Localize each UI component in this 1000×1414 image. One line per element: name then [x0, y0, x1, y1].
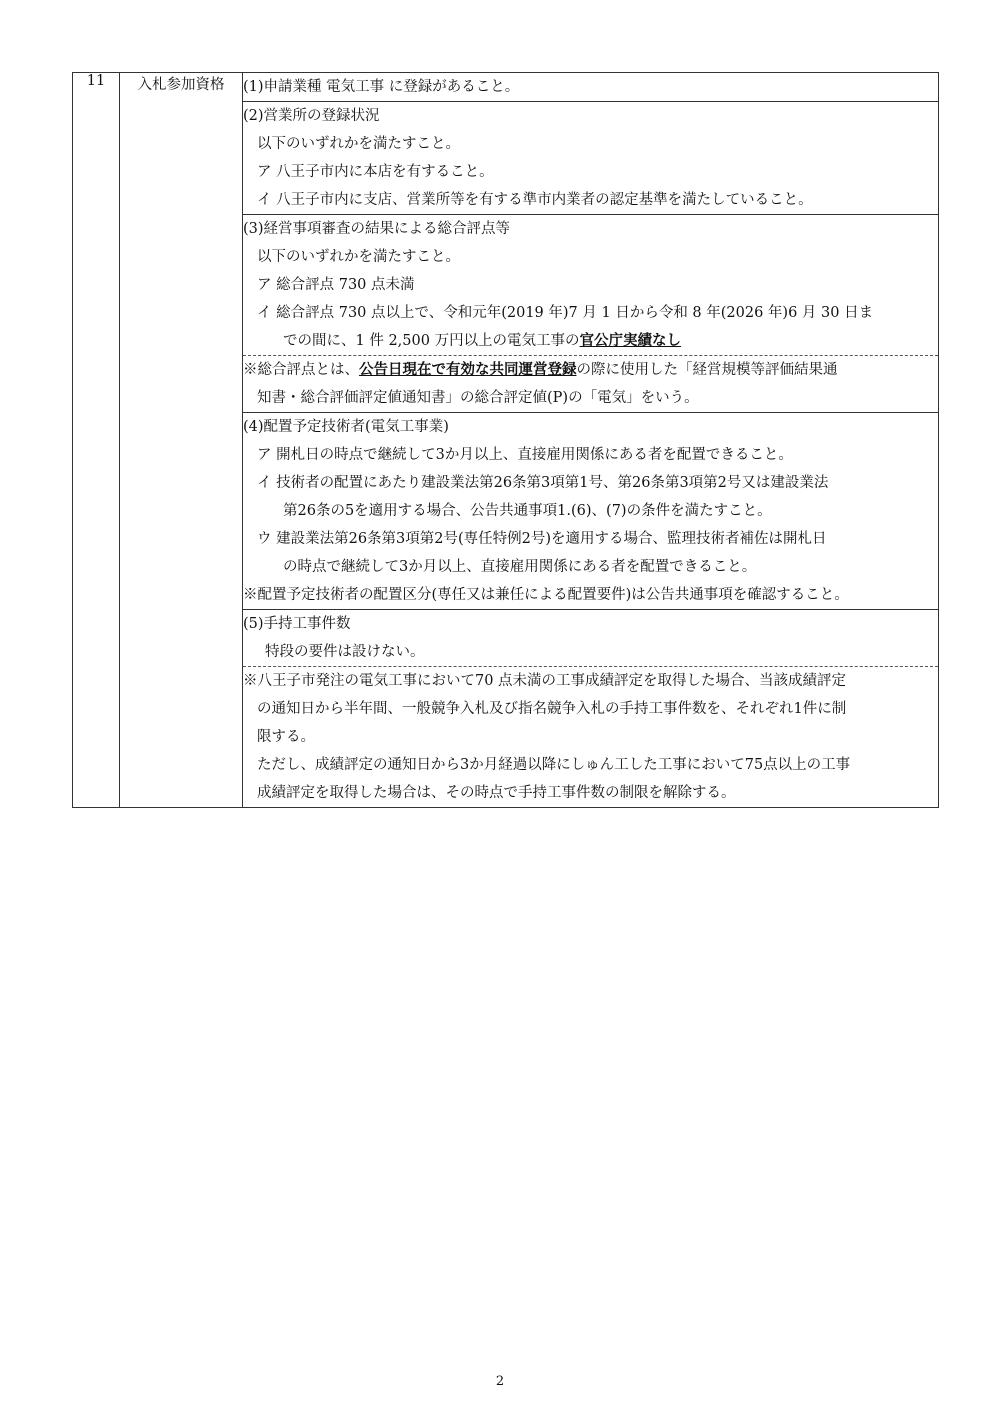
s4-item-i-line2: 第26条の5を適用する場合、公告共通事項1.(6)、(7)の条件を満たすこと。	[283, 503, 772, 519]
page-number: 2	[495, 1374, 505, 1389]
s3-title: (3)経営事項審査の結果による総合評点等	[243, 221, 511, 237]
note-2	[243, 667, 939, 808]
row-number: 11	[73, 73, 120, 808]
note2-line1: ※八王子市発注の電気工事において70 点未満の工事成績評定を取得した場合、当該成績評定	[243, 673, 847, 689]
s5-title: (5)手持工事件数	[243, 616, 351, 632]
row-label: 入札参加資格	[120, 73, 243, 808]
s5-body: 特段の要件は設けない。	[265, 644, 425, 660]
note1-emphasis: 公告日現在で有効な共同運営登録	[359, 362, 577, 378]
section-3	[243, 215, 939, 356]
section-1	[243, 73, 939, 102]
s2-intro: 以下のいずれかを満たすこと。	[257, 136, 460, 152]
note2-line5: 成績評定を取得した場合は、その時点で手持工事件数の制限を解除する。	[257, 785, 736, 801]
s3-item-i-line1: イ 総合評点 730 点以上で、令和元年(2019 年)7 月 1 日から令和 8 年(2026 年)6 月 30 日ま	[257, 305, 874, 321]
note1-pre: ※総合評点とは、	[243, 362, 359, 378]
section-4	[243, 413, 939, 610]
s3-item-i-line2-text: での間に、1 件 2,500 万円以上の電気工事の	[283, 333, 580, 349]
section-2	[243, 102, 939, 215]
s4-item-u-line1: ウ 建設業法第26条第3項第2号(専任特例2号)を適用する場合、監理技術者補佐は開札日	[257, 531, 827, 547]
s3-emphasis: 官公庁実績なし	[579, 333, 682, 349]
section-5	[243, 610, 939, 667]
note2-line3: 限する。	[257, 729, 315, 745]
s2-item-a: ア 八王子市内に本店を有すること。	[257, 164, 494, 180]
note-1	[243, 356, 939, 413]
qualification-table	[72, 72, 939, 808]
note2-line4: ただし、成績評定の通知日から3か月経過以降にしゅん工した工事において75点以上の工事	[257, 757, 851, 773]
s2-title: (2)営業所の登録状況	[243, 108, 380, 124]
note1-line1	[243, 356, 938, 384]
note1-post: の際に使用した「経営規模等評価結果通	[576, 362, 838, 378]
note1-line2: 知書・総合評価評定値通知書」の総合評定値(P)の「電気」をいう。	[257, 390, 699, 406]
s3-item-i-line2	[243, 327, 938, 355]
s3-intro: 以下のいずれかを満たすこと。	[257, 249, 460, 265]
s2-item-i: イ 八王子市内に支店、営業所等を有する準市内業者の認定基準を満たしていること。	[257, 192, 813, 208]
s4-item-a: ア 開札日の時点で継続して3か月以上、直接雇用関係にある者を配置できること。	[257, 447, 793, 463]
s4-item-i-line1: イ 技術者の配置にあたり建設業法第26条第3項第1号、第26条第3項第2号又は建設業法	[257, 475, 829, 491]
s4-title: (4)配置予定技術者(電気工事業)	[243, 419, 449, 435]
note2-line2: の通知日から半年間、一般競争入札及び指名競争入札の手持工事件数を、それぞれ1件に制	[257, 701, 847, 717]
s3-item-a: ア 総合評点 730 点未満	[257, 277, 415, 293]
s4-item-u-line2: の時点で継続して3か月以上、直接雇用関係にある者を配置できること。	[283, 559, 757, 575]
s4-note: ※配置予定技術者の配置区分(専任又は兼任による配置要件)は公告共通事項を確認すること。	[243, 587, 849, 603]
s1-line: (1)申請業種 電気工事 に登録があること。	[243, 79, 520, 95]
